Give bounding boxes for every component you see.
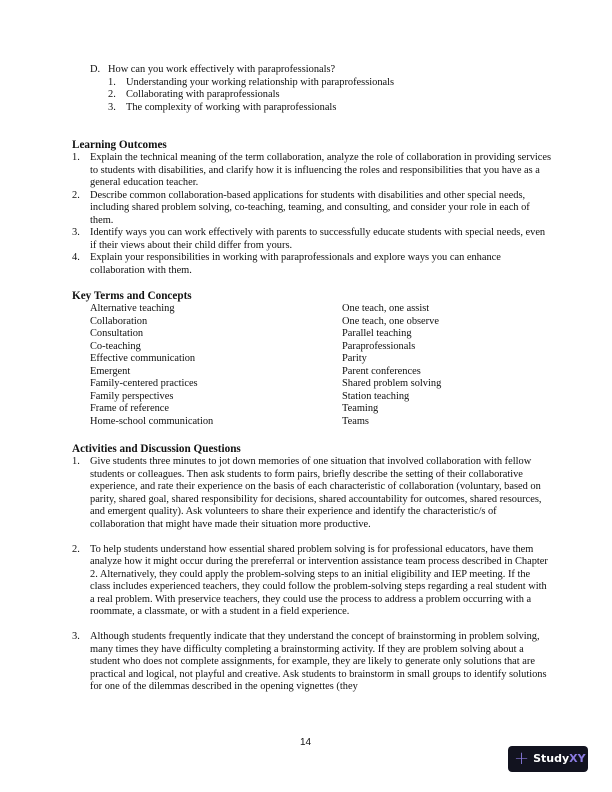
plus-icon: + xyxy=(514,748,530,769)
item-text: Explain your responsibilities in working with paraprofessionals and explore ways you can enhance collaboration with them. xyxy=(90,252,501,276)
item-number: 2. xyxy=(72,543,80,555)
list-item xyxy=(72,631,552,694)
brand-name xyxy=(533,753,586,766)
term: Parallel teaching xyxy=(342,328,412,339)
key-terms-columns xyxy=(72,303,552,428)
outline-item xyxy=(90,77,550,90)
term: Parent conferences xyxy=(342,365,421,377)
term: Shared problem solving xyxy=(342,378,442,389)
outline-item-number: 2. xyxy=(108,89,116,100)
outline-item xyxy=(90,102,550,115)
term: Teaming xyxy=(342,403,379,414)
term: Emergent xyxy=(90,365,131,377)
item-text: Explain the technical meaning of the term collaboration, analyze the role of collaboration in providing services to students with disabilities, and clarify how it is influencing the roles and responsibilities that you have as a general education teacher. xyxy=(90,152,552,188)
outline-item xyxy=(90,89,550,102)
outline-item-number: 3. xyxy=(108,101,116,113)
item-number: 3. xyxy=(72,227,80,238)
outline-item-text: The complexity of working with paraprofessionals xyxy=(126,101,337,113)
list-item xyxy=(72,227,552,252)
term: Frame of reference xyxy=(90,403,170,414)
item-text: Identify ways you can work effectively with parents to successfully educate students with special needs, even if their views about their child differ from yours. xyxy=(90,227,546,251)
key-terms-section xyxy=(72,290,552,428)
outline-section-d xyxy=(90,64,550,114)
learning-outcomes-list xyxy=(72,152,552,277)
list-item xyxy=(72,190,552,228)
key-terms-heading: Key Terms and Concepts xyxy=(72,290,192,302)
studyxy-badge[interactable] xyxy=(508,746,588,772)
term: Alternative teaching xyxy=(90,303,175,314)
page-number: 14 xyxy=(300,737,312,748)
term: Co-teaching xyxy=(90,340,141,352)
item-number: 4. xyxy=(72,252,80,263)
term: Teams xyxy=(342,415,369,427)
outline-heading xyxy=(90,64,550,77)
list-item xyxy=(72,544,552,619)
term: Home-school communication xyxy=(90,415,214,427)
item-number: 2. xyxy=(72,189,80,201)
term: Family perspectives xyxy=(90,390,174,402)
brand-accent: XY xyxy=(569,751,586,765)
key-terms-right-column xyxy=(342,303,552,428)
learning-outcomes-section xyxy=(72,139,552,277)
item-text: Although students frequently indicate that they understand the concept of brainstorming in problem solving, many times they have difficulty completing a brainstorming activity. If they are problem solving about a student who does not complete assignments, for example, they are likely to generate only solutions that are practical and logical, not playful and creative. Ask students to brainstorm in small groups to identify solutions for one of the dilemmas described in the opening vignettes (they xyxy=(90,631,547,692)
term: Effective communication xyxy=(90,353,196,364)
item-text: Describe common collaboration-based applications for students with disabilities and other special needs, including shared problem solving, co-teaching, teaming, and consulting, and consider your role in each of them. xyxy=(90,189,530,226)
term: One teach, one observe xyxy=(342,315,439,327)
outline-item-text: Collaborating with paraprofessionals xyxy=(126,89,280,100)
item-number: 1. xyxy=(72,152,80,163)
term: One teach, one assist xyxy=(342,303,430,314)
term: Station teaching xyxy=(342,390,410,402)
list-item xyxy=(72,456,552,531)
outline-label: D. xyxy=(90,64,101,75)
activities-section xyxy=(72,443,552,706)
key-terms-left-column xyxy=(90,303,342,428)
item-text: To help students understand how essential shared problem solving is for professional educators, have them analyze how it might occur during the prereferral or intervention assistance team process described in Chapter 2. Alternatively, they could apply the problem-solving steps to an initial eligibility and IEP meeting. If the class includes experienced teachers, they could follow the problem-solving steps regarding a real student with a real problem. With preservice teachers, they could use the process to address a problem occurring with a roommate, a classmate, or with a student in a field experience. xyxy=(90,543,548,617)
term: Consultation xyxy=(90,328,144,339)
term: Collaboration xyxy=(90,315,148,327)
brand-main: Study xyxy=(533,751,570,765)
activities-heading: Activities and Discussion Questions xyxy=(72,443,241,455)
activities-list xyxy=(72,456,552,694)
outline-item-text: Understanding your working relationship with paraprofessionals xyxy=(126,76,395,88)
item-text: Give students three minutes to jot down memories of one situation that involved collaboration with fellow students or colleagues. Then ask students to form pairs, briefly describe the setting of their collaborative experience, and rate their experience on the basis of each characteristic of collaboration (voluntary, based on parity, shared goal, shared responsibility for decisions, shared accountability for outcomes, shared resources, and emergent quality). Ask volunteers to share their experience and identify the characteristic/s of collaboration that might have made their situation more productive. xyxy=(90,456,542,530)
learning-outcomes-heading: Learning Outcomes xyxy=(72,139,167,151)
term: Parity xyxy=(342,353,367,364)
list-item xyxy=(72,252,552,277)
item-number: 1. xyxy=(72,456,80,467)
outline-title: How can you work effectively with paraprofessionals? xyxy=(108,64,336,75)
term: Paraprofessionals xyxy=(342,340,416,352)
item-number: 3. xyxy=(72,631,80,642)
outline-item-number: 1. xyxy=(108,76,116,88)
list-item xyxy=(72,152,552,190)
term: Family-centered practices xyxy=(90,378,198,389)
